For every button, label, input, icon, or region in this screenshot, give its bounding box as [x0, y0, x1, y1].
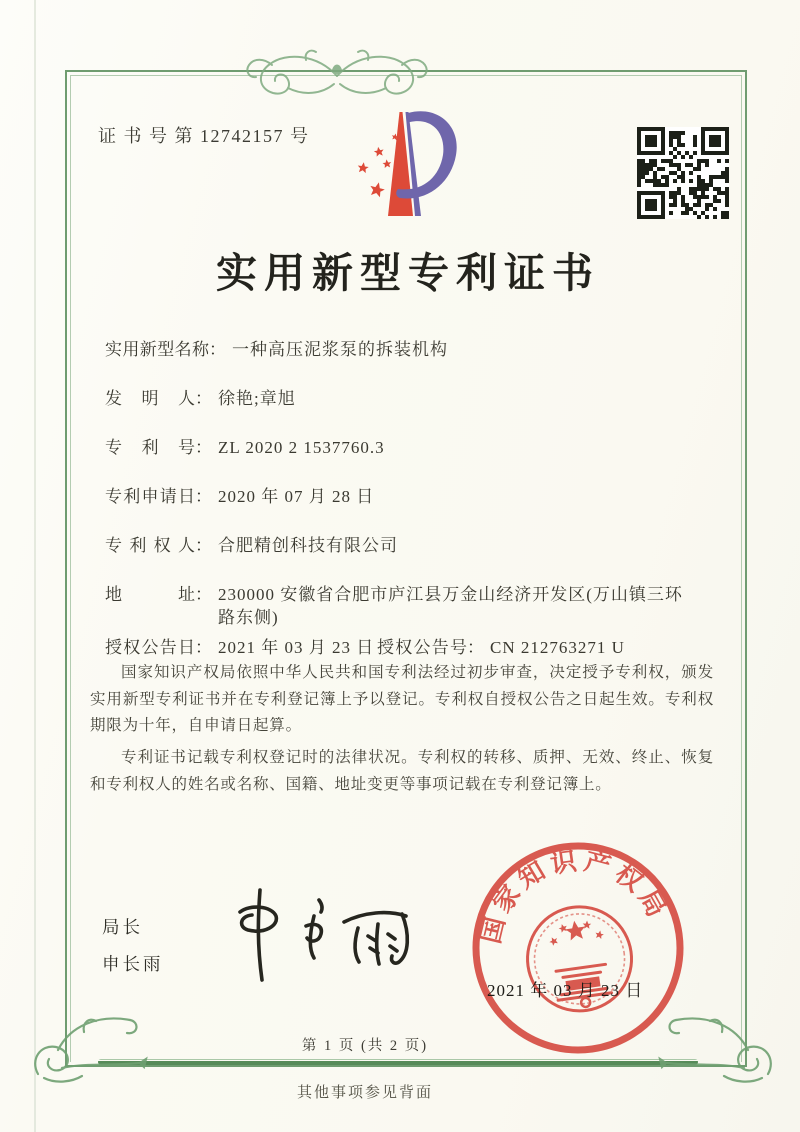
colon: ： [195, 585, 212, 604]
colon: ： [195, 389, 212, 408]
grant-number-pair [377, 636, 625, 660]
seal-text: 国家知识产权局 [476, 845, 674, 947]
field-value: 合肥精创科技有限公司 [218, 536, 398, 555]
colon: ： [195, 536, 212, 555]
certificate-title: 实用新型专利证书 [216, 250, 600, 296]
qr-code [637, 127, 729, 219]
field-value: 一种高压泥浆泵的拆装机构 [232, 340, 448, 359]
field-value: ZL 2020 2 1537760.3 [218, 438, 385, 457]
colon: ： [195, 487, 212, 506]
cnipa-official-seal [465, 835, 691, 1061]
field-value: 230000 安徽省合肥市庐江县万金山经济开发区(万山镇三环路东侧) [218, 585, 683, 627]
field-label: 专利号 [105, 438, 195, 457]
officer-name: 申长雨 [102, 954, 164, 974]
grant-date-pair [105, 636, 377, 660]
scan-edge-line [34, 0, 36, 1132]
field-value: 2021 年 03 月 23 日 [218, 638, 375, 657]
field-label: 实用新型名称 [105, 340, 209, 359]
legal-paragraph: 国家知识产权局依照中华人民共和国专利法经过初步审查，决定授予专利权，颁发实用新型专利证书并在专利登记簿上予以登记。专利权自授权公告之日起生效。专利权期限为十年，自申请日起算。 [90, 664, 714, 735]
field-label: 专利申请日 [105, 487, 195, 506]
field-row-grant-publication [105, 636, 720, 660]
field-row-inventors [105, 387, 720, 411]
certificate-number: 证 书 号 第 12742157 号 [98, 126, 310, 146]
field-row-filing-date [105, 485, 720, 509]
colon: ： [195, 638, 212, 657]
field-label: 地址 [105, 585, 195, 604]
field-label: 发明人 [105, 389, 195, 408]
colon: ： [467, 638, 484, 657]
back-note: 其他事项参见背面 [296, 1085, 433, 1101]
field-row-patentee [105, 534, 720, 558]
legal-paragraph: 专利证书记载专利权登记时的法律状况。专利权的转移、质押、无效、终止、恢复和专利权人的姓名或名称、国籍、地址变更等事项记载在专利登记簿上。 [90, 748, 714, 793]
field-label: 授权公告号 [377, 638, 467, 657]
colon: ： [209, 340, 226, 359]
field-row-patent-name [105, 338, 720, 362]
svg-text:国家知识产权局 [465, 835, 675, 950]
page-number: 第 1 页 (共 2 页) [301, 1038, 429, 1054]
officer-title: 局长 [102, 917, 143, 937]
green-dragon-ornament-icon [212, 44, 462, 100]
field-row-address [105, 583, 720, 629]
field-label: 专利权人 [105, 536, 195, 555]
cnipa-ip-logo-icon [338, 102, 463, 234]
field-value: 徐艳;章旭 [218, 389, 296, 408]
colon: ： [195, 438, 212, 457]
legal-paragraphs [90, 660, 714, 803]
fields-section [105, 338, 720, 685]
field-value: CN 212763271 U [490, 638, 625, 657]
field-row-patent-number [105, 436, 720, 460]
field-value: 2020 年 07 月 28 日 [218, 487, 375, 506]
director-signature-icon [222, 882, 417, 987]
seal-date: 2021 年 03 月 23 日 [487, 981, 644, 1000]
field-label: 授权公告日 [105, 638, 195, 657]
